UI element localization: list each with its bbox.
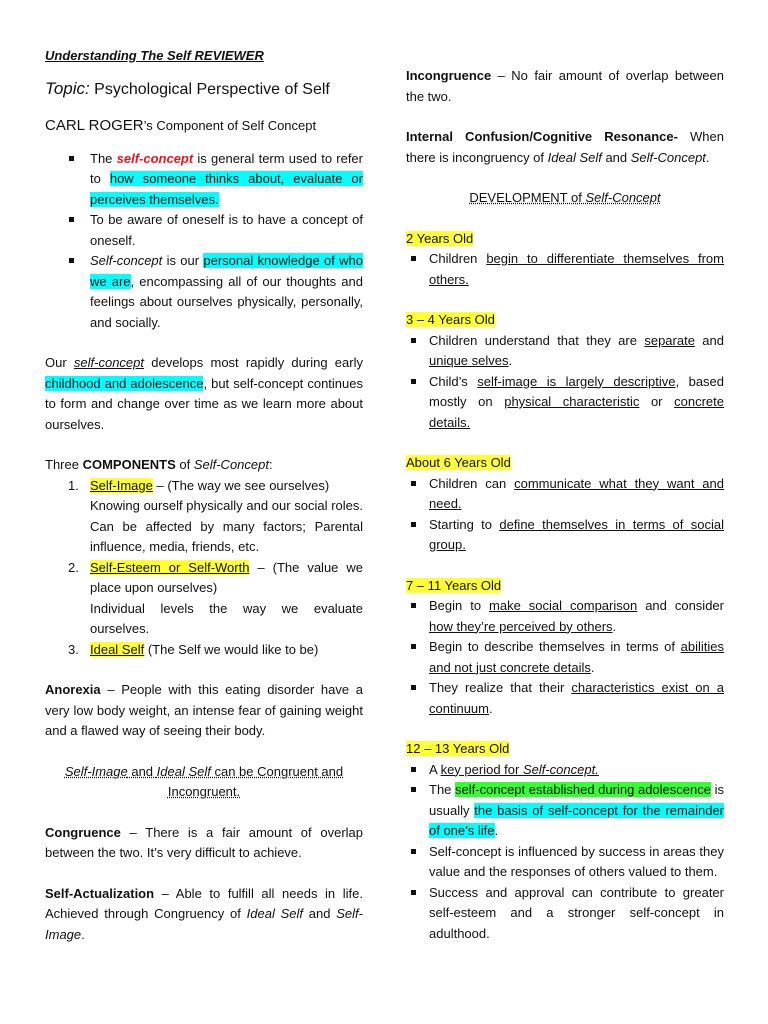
list-item [406,372,724,434]
text: Begin to [429,598,490,613]
list-item [45,476,363,558]
text: . [81,926,85,942]
text: – Able to fulfill all needs in life. Achieved through Congruency of [45,885,363,921]
text: Child’s [429,373,478,389]
text: . [488,700,493,716]
list-item [406,331,724,372]
components-list [45,476,363,661]
text: and [694,332,724,348]
text: Ideal Self [246,906,304,921]
text: and [601,149,631,165]
list-item [406,596,724,637]
text: . [705,149,710,165]
incongruence-paragraph [406,66,724,107]
text: self-concept [73,355,144,370]
text: Ideal Self [547,149,602,165]
carl-roger-heading [45,116,363,137]
list-item [406,678,724,719]
text: and [303,906,337,921]
highlight-cyan: personal knowledge of who we are [90,253,363,289]
text: begin to differentiate themselves from others. [429,251,724,287]
text: When there is incongruency of [406,129,724,165]
text: make social comparison [489,598,638,613]
highlight-yellow: 3 – 4 Years Old [406,312,495,327]
text: Children can [429,475,515,491]
text: characteristics exist on a continuum [429,680,724,716]
text: . [612,618,617,634]
topic-label: Topic: [45,78,90,98]
highlight-yellow: Self-Image [90,477,153,493]
self-concept-bullets [45,149,363,334]
text: physical characteristic [504,394,640,409]
text: key period for [440,761,523,777]
list-item [406,249,724,290]
text: , but self-concept continues to form and change over time as we learn more about ourselves. [45,375,363,432]
text: Individual levels the way we evaluate ourselves. [90,600,363,636]
highlight-yellow: Ideal Self [90,641,145,657]
text: how they’re perceived by others [429,618,613,634]
list-item [406,637,724,678]
text: The [429,782,456,797]
self-actualization-paragraph [45,884,363,946]
internal-confusion-paragraph [406,127,724,168]
development-heading [406,188,724,209]
text: of [567,190,586,205]
text: Self-concept [90,253,163,268]
list-item: Success and approval can contribute to greater self-esteem and a stronger self-concept in adulthood. [406,883,724,945]
list-item: Self-concept is influenced by success in areas they value and the responses of others valued to them. [406,842,724,883]
highlight-yellow: 7 – 11 Years Old [406,577,502,593]
text: . [590,659,595,675]
text: , based mostly on [429,373,725,409]
text: abilities and not just concrete details [429,639,724,675]
highlight-cyan: childhood and adolescence [45,375,204,391]
term: Self-Actualization [45,885,155,901]
text: define themselves in terms of social group. [429,516,724,552]
text: of [175,457,194,472]
list-item [406,515,724,556]
age-2-list [406,249,724,290]
item-number: 1. [68,477,79,493]
text: is general term used to refer to [90,150,363,186]
congruence-paragraph [45,823,363,864]
highlight-yellow: 2 Years Old [406,230,474,246]
text: – There is a fair amount of overlap between the two. It’s very difficult to achieve. [45,824,363,860]
text: – (The way we see ourselves) [152,477,330,493]
text: A [429,761,441,777]
text: Children understand that they are [429,332,645,348]
text: Self-Image [45,906,363,942]
self-concept-term: self-concept [116,150,194,166]
item-number: 2. [68,559,79,575]
list-item [406,760,724,781]
text: – (The value we place upon ourselves) [90,559,363,595]
text: . [494,823,499,838]
term: Internal Confusion/Cognitive Resonance- [406,129,678,144]
document-title: Understanding The Self REVIEWER [45,48,264,63]
text: COMPONENTS [82,457,176,472]
anorexia-paragraph [45,680,363,742]
carl-roger-name: CARL ROGER [45,117,144,134]
text: : [268,457,273,472]
text: They realize that their [429,680,572,695]
term: Congruence [45,824,121,840]
carl-roger-rest: ’s Component of Self Concept [143,118,317,133]
left-column [45,0,363,945]
age-2-heading [406,229,724,250]
list-item [45,640,363,661]
text: Self-Concept [630,149,706,165]
text: self-image is largely descriptive [477,373,676,389]
text: Self-Concept [585,190,661,205]
list-item [45,558,363,640]
age-12-13-list [406,760,724,945]
list-item [45,149,363,211]
text: DEVELOPMENT [469,190,568,205]
list-item [406,474,724,515]
text: communicate what they want and need. [429,475,724,511]
text: develops most rapidly during early [144,355,363,370]
text: Self-Concept [193,457,269,472]
highlight-yellow: 12 – 13 Years Old [406,741,510,756]
text: The [90,150,117,166]
text: can be Congruent and Incongruent. [167,763,344,799]
list-item: To be aware of oneself is to have a concept of oneself. [45,210,363,251]
text: is usually [429,782,724,818]
topic-text: Psychological Perspective of Self [89,80,330,98]
text: . [508,353,513,368]
text: separate [644,332,695,348]
list-item [45,251,363,333]
text: Starting to [429,516,500,532]
term: Incongruence [406,68,492,83]
term: Anorexia [45,682,101,697]
list-item [406,780,724,842]
text: – People with this eating disorder have a very low body weight, an intense fear of gaining weight and a flawed way of seeing their body. [45,682,363,738]
text: Our [45,355,74,370]
age-7-11-list [406,596,724,719]
text: is our [162,253,204,268]
item-number: 3. [68,641,79,657]
text: Self-Image [64,763,128,779]
text: Self-concept. [522,761,599,777]
age-3-4-heading [406,310,724,331]
text: Ideal Self [156,763,211,779]
text: Knowing ourself physically and our social roles. Can be affected by many factors; Parental influence, media, friends, etc. [90,498,363,554]
text: – No fair amount of overlap between the two. [406,68,724,104]
highlight-cyan: the basis of self-concept for the remainder of one’s life [429,802,725,838]
right-column [406,0,724,944]
text: or [639,394,675,409]
text: Begin to describe themselves in terms of [429,639,681,654]
text: , encompassing all of our thoughts and feelings about ourselves physically, personally, and socially. [90,273,363,330]
age-3-4-list [406,331,724,434]
text: concrete details. [429,394,724,430]
text: Three [45,457,83,472]
text: unique selves [429,353,509,368]
text: and consider [637,598,724,613]
highlight-yellow: About 6 Years Old [406,455,511,470]
age-12-13-heading [406,739,724,760]
age-6-list [406,474,724,556]
highlight-green: self-concept established during adolescence [455,782,711,797]
congruent-heading [45,762,363,803]
age-7-11-heading [406,576,724,597]
components-heading [45,455,363,476]
development-paragraph [45,353,363,435]
topic-line [45,79,363,101]
text: (The Self we would like to be) [144,641,319,657]
highlight-yellow: Self-Esteem or Self-Worth [90,559,250,575]
highlight-cyan: how someone thinks about, evaluate or perceives themselves. [90,171,363,207]
text: and [127,763,157,779]
age-6-heading [406,453,724,474]
text: Children [429,251,487,266]
